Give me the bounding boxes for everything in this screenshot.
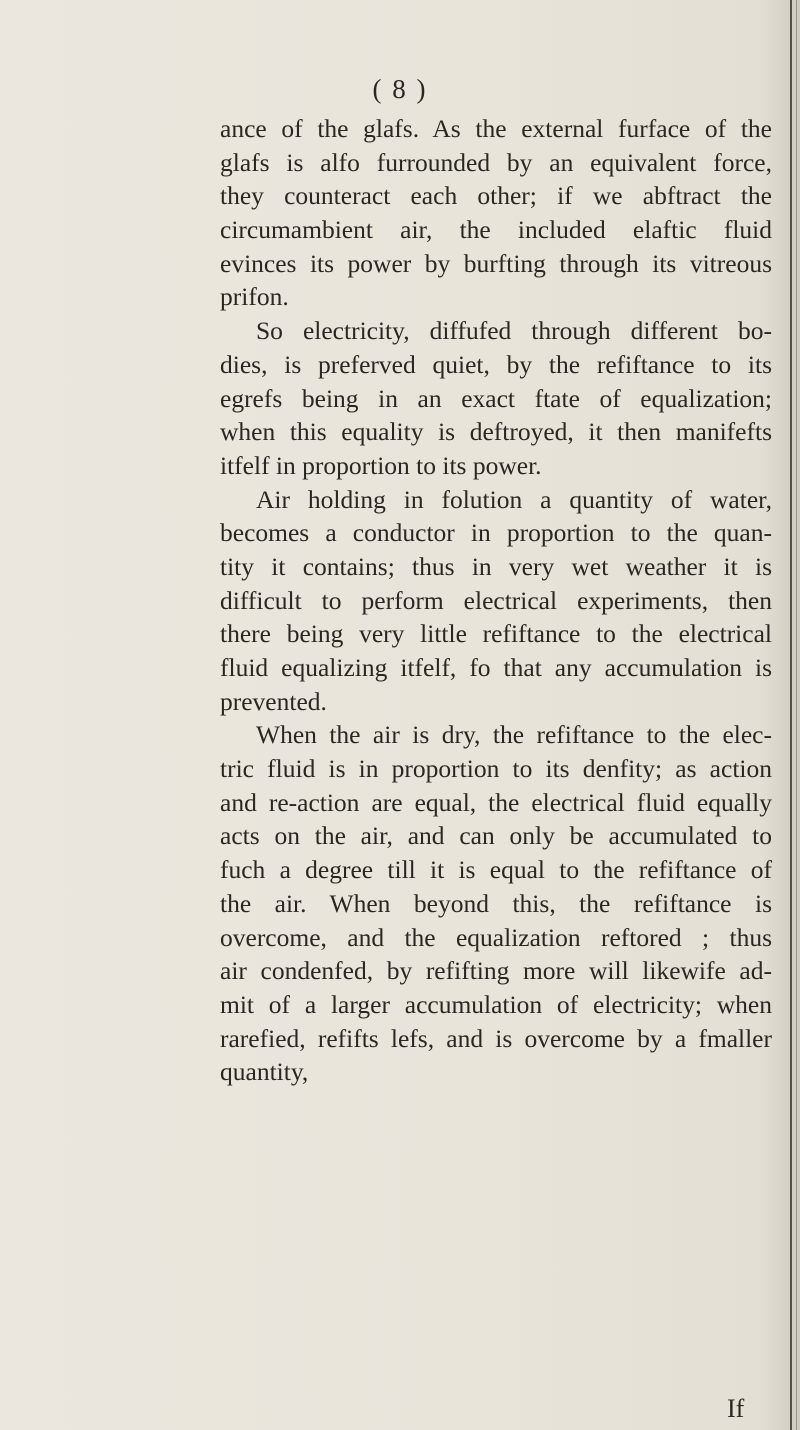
catchword: If <box>727 1394 745 1423</box>
page-edge-shadow <box>796 0 797 1430</box>
text-line: mit of a larger accumulation of electricity; when <box>220 989 772 1019</box>
text-line: ance of the glafs. As the external furface of the <box>220 114 772 143</box>
text-line: overcome, and the equalization reftored ; thus <box>220 922 772 952</box>
text-line: acts on the air, and can only be accumulated to <box>220 821 772 851</box>
text-line: dies, is preferved quiet, by the refiftance to its <box>220 349 772 379</box>
text-line: When the air is dry, the refiftance to the elec- <box>256 720 772 750</box>
text-line: they counteract each other; if we abftract the <box>220 181 772 211</box>
page-edge-line <box>790 0 792 1430</box>
page-number-header <box>0 74 800 105</box>
text-line: glafs is alfo furrounded by an equivalent force, <box>220 147 772 177</box>
text-line: and re-action are equal, the electrical fluid equally <box>220 787 772 817</box>
text-line: itfelf in proportion to its power. <box>220 450 542 480</box>
text-line: when this equality is deftroyed, it then manifefts <box>220 417 772 447</box>
text-line: the air. When beyond this, the refiftance is <box>220 888 772 918</box>
text-line: tity it contains; thus in very wet weather it is <box>220 551 772 581</box>
text-line: evinces its power by burfting through its vitreous <box>220 248 772 278</box>
text-line: prifon. <box>220 282 289 312</box>
text-line: circumambient air, the included elaftic fluid <box>220 215 772 245</box>
body-text <box>220 112 772 1089</box>
page-number: ( 8 ) <box>372 74 428 104</box>
text-line: So electricity, diffufed through different bo- <box>256 316 772 346</box>
text-line: prevented. <box>220 686 327 716</box>
text-line: Air holding in folution a quantity of water, <box>256 484 772 514</box>
text-line: air condenfed, by refifting more will likewife ad- <box>220 956 772 986</box>
text-line: tric fluid is in proportion to its denfity; as action <box>220 754 772 784</box>
text-line: quantity, <box>220 1057 309 1087</box>
text-line: there being very little refiftance to the electrical <box>220 619 772 649</box>
text-line: becomes a conductor in proportion to the quan- <box>220 518 772 548</box>
text-line: egrefs being in an exact ftate of equalization; <box>220 383 772 413</box>
text-line: rarefied, refifts lefs, and is overcome by a fmaller <box>220 1023 772 1053</box>
text-line: fluid equalizing itfelf, fo that any accumulation is <box>220 653 772 682</box>
text-line: fuch a degree till it is equal to the refiftance of <box>220 855 772 885</box>
text-line: difficult to perform electrical experiments, then <box>220 585 772 615</box>
